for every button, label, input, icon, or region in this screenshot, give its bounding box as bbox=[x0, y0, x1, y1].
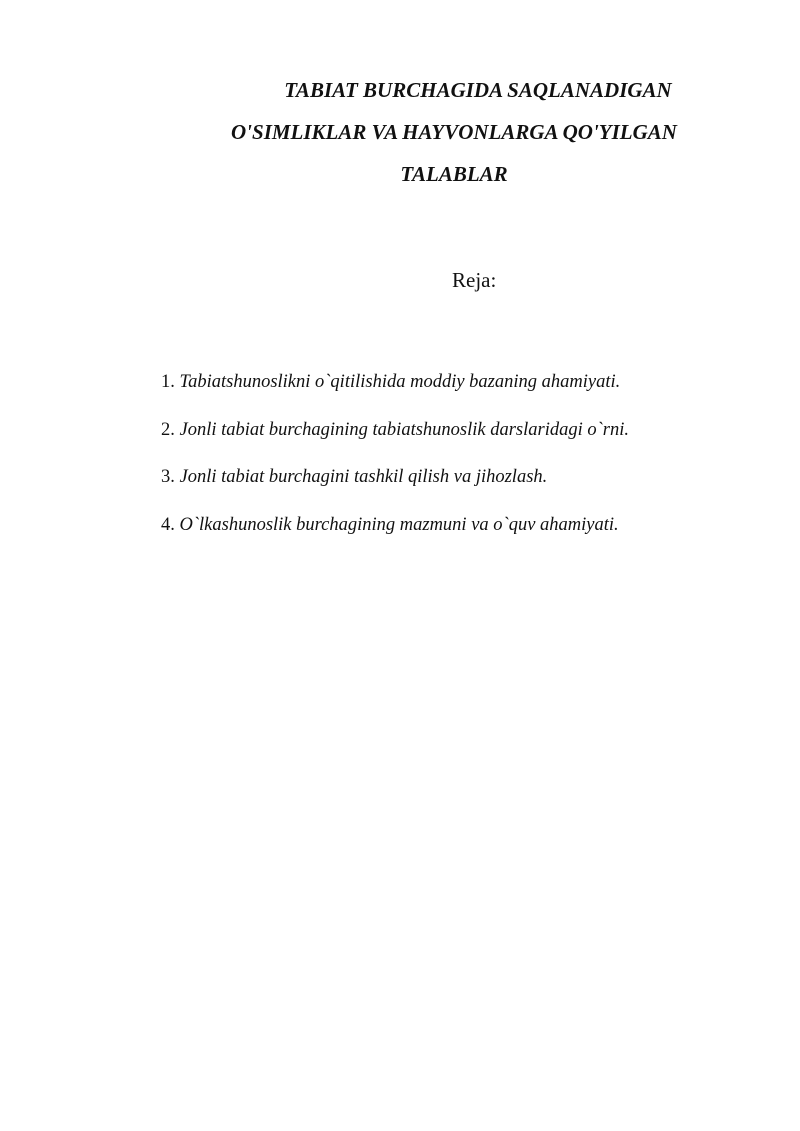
plan-list bbox=[161, 373, 629, 563]
plan-item bbox=[161, 468, 629, 516]
plan-item-text: Tabiatshunoslikni o`qitilishida moddiy bazaning ahamiyati. bbox=[179, 372, 621, 392]
plan-item bbox=[161, 516, 629, 564]
plan-item-number: 3. bbox=[161, 467, 175, 487]
plan-item-text: O`lkashunoslik burchagining mazmuni va o`quv ahamiyati. bbox=[179, 514, 619, 535]
plan-item-number: 4. bbox=[161, 514, 175, 535]
plan-item-text: Jonli tabiat burchagining tabiatshunoslik darslaridagi o`rni. bbox=[179, 419, 629, 440]
title-line-2: O'SIMLIKLAR VA HAYVONLARGA QO'YILGAN bbox=[231, 120, 677, 144]
title-line-1: TABIAT BURCHAGIDA SAQLANADIGAN bbox=[284, 78, 672, 102]
plan-heading: Reja: bbox=[452, 268, 497, 292]
plan-item-number: 2. bbox=[161, 419, 175, 440]
plan-item bbox=[161, 373, 629, 421]
title-line-3: TALABLAR bbox=[400, 162, 508, 186]
plan-item-number: 1. bbox=[161, 372, 175, 392]
plan-item-text: Jonli tabiat burchagini tashkil qilish va jihozlash. bbox=[179, 467, 548, 487]
plan-item bbox=[161, 421, 629, 469]
